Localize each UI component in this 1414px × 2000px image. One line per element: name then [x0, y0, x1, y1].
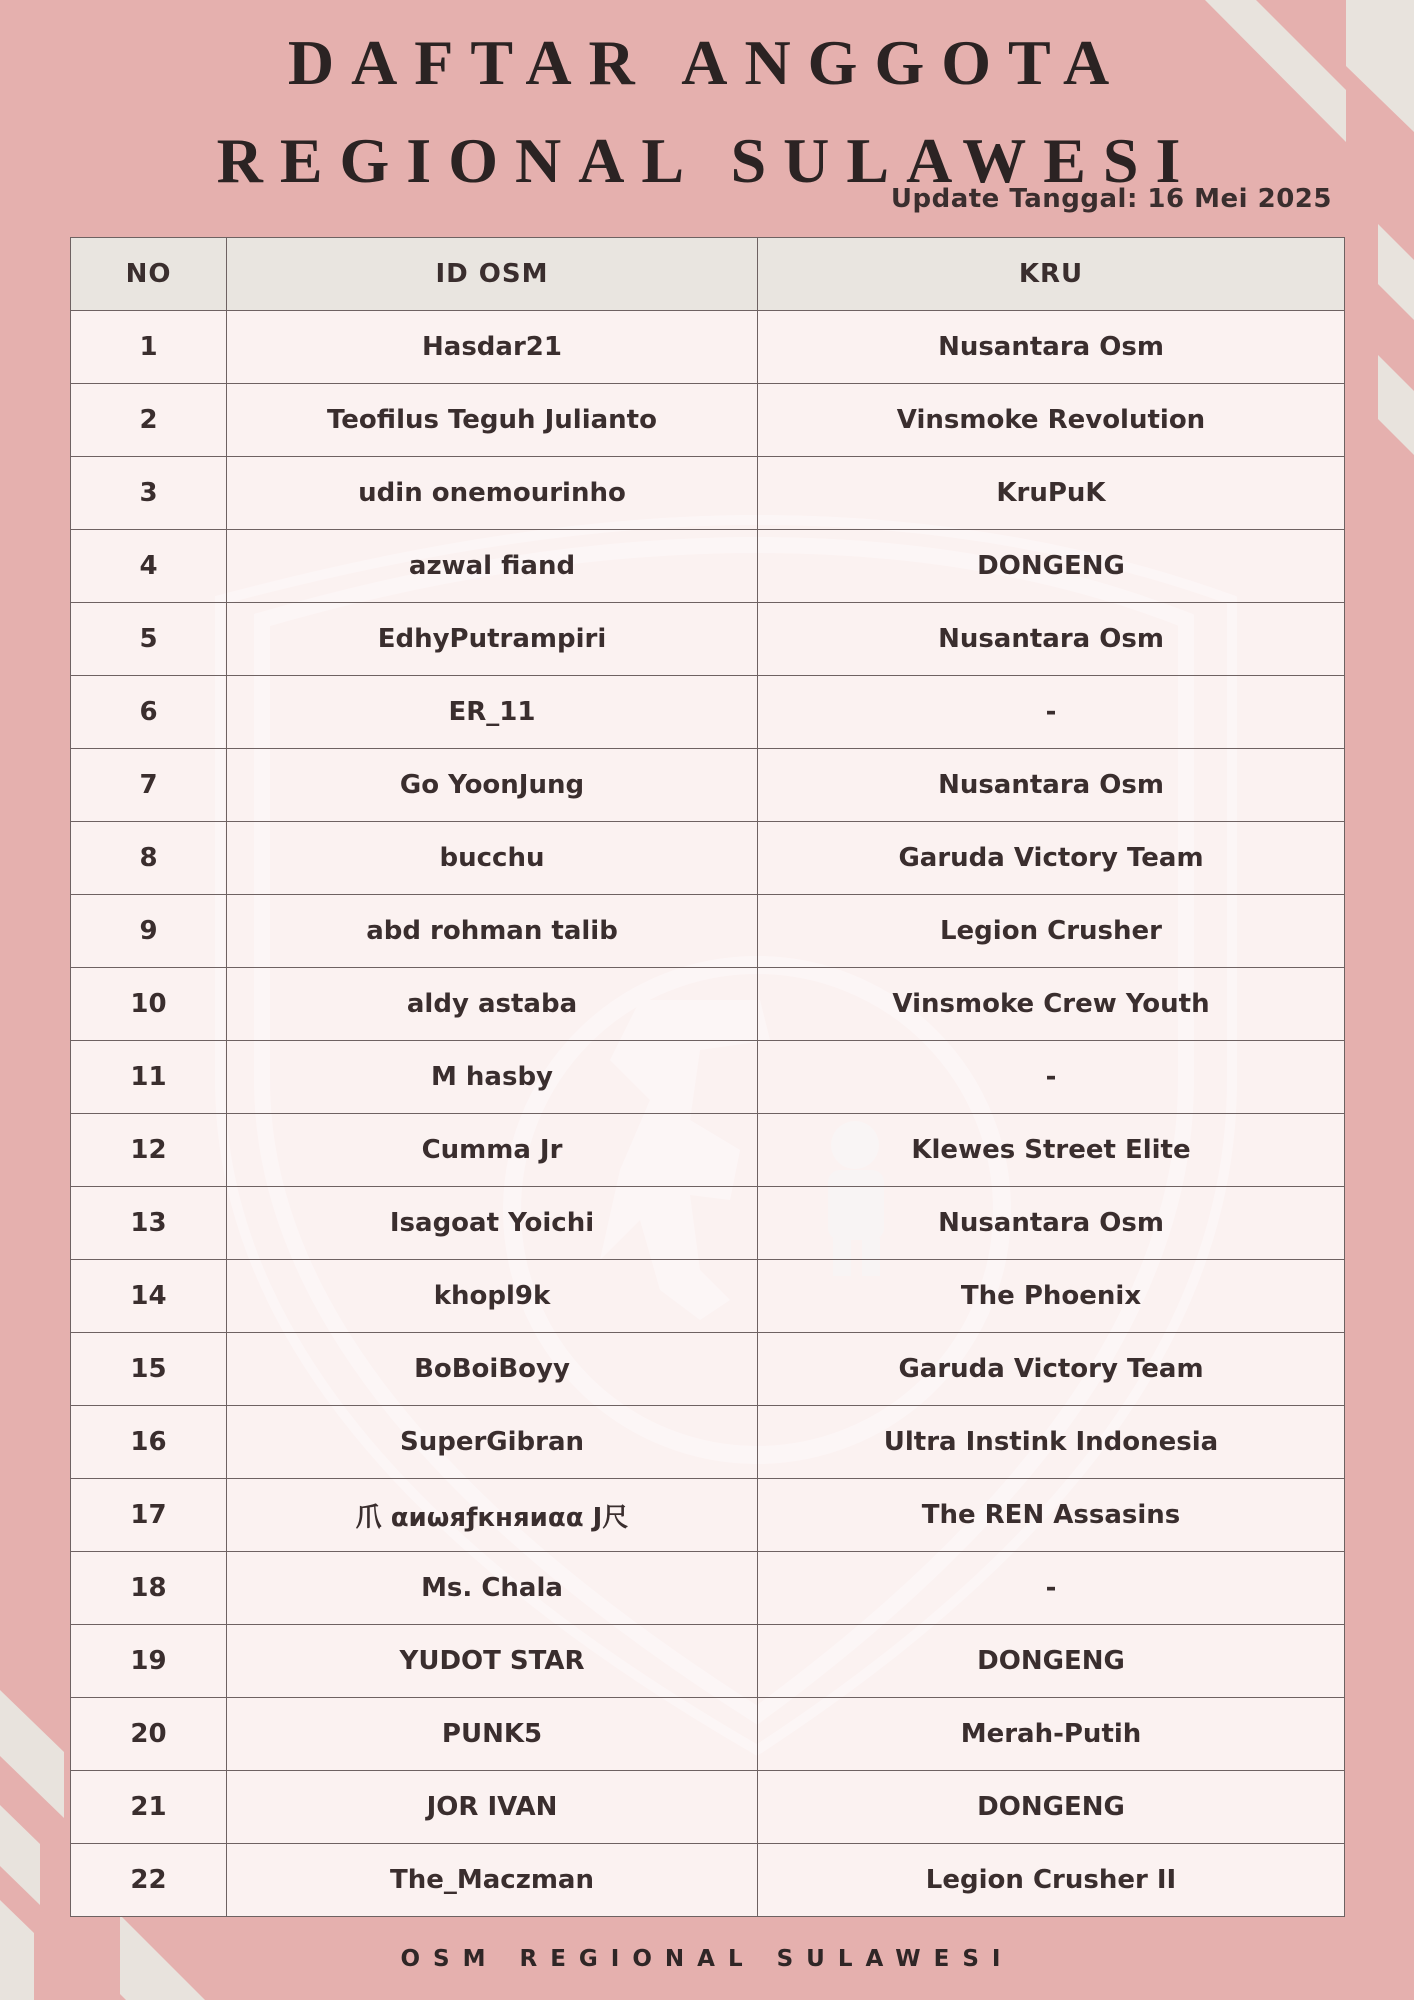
- cell-kru: Nusantara Osm: [758, 603, 1345, 676]
- table-row: [71, 1844, 1345, 1917]
- table-header-row: [71, 238, 1345, 311]
- column-header-id-osm: ID OSM: [227, 238, 758, 311]
- table-row: [71, 895, 1345, 968]
- cell-no: 17: [71, 1479, 227, 1552]
- cell-no: 4: [71, 530, 227, 603]
- cell-kru: The REN Assasins: [758, 1479, 1345, 1552]
- title-line-2: REGIONAL SULAWESI: [216, 125, 1198, 196]
- cell-kru: Nusantara Osm: [758, 1187, 1345, 1260]
- cell-kru: Ultra Instink Indonesia: [758, 1406, 1345, 1479]
- cell-id-osm: bucchu: [227, 822, 758, 895]
- cell-kru: Vinsmoke Revolution: [758, 384, 1345, 457]
- table-row: [71, 749, 1345, 822]
- cell-id-osm: Teofilus Teguh Julianto: [227, 384, 758, 457]
- cell-kru: Merah-Putih: [758, 1698, 1345, 1771]
- cell-id-osm: YUDOT STAR: [227, 1625, 758, 1698]
- cell-id-osm: Isagoat Yoichi: [227, 1187, 758, 1260]
- table-row: [71, 1625, 1345, 1698]
- cell-id-osm: Ms. Chala: [227, 1552, 758, 1625]
- cell-no: 9: [71, 895, 227, 968]
- cell-kru: Nusantara Osm: [758, 749, 1345, 822]
- table-row: [71, 1406, 1345, 1479]
- cell-no: 11: [71, 1041, 227, 1114]
- cell-no: 14: [71, 1260, 227, 1333]
- table-row: [71, 676, 1345, 749]
- table-row: [71, 968, 1345, 1041]
- cell-no: 21: [71, 1771, 227, 1844]
- cell-no: 19: [71, 1625, 227, 1698]
- cell-no: 15: [71, 1333, 227, 1406]
- cell-no: 1: [71, 311, 227, 384]
- table-row: [71, 822, 1345, 895]
- column-header-kru: KRU: [758, 238, 1345, 311]
- table-row: [71, 1552, 1345, 1625]
- member-table: [70, 237, 1345, 1917]
- cell-id-osm: EdhyPutrampiri: [227, 603, 758, 676]
- table-row: [71, 530, 1345, 603]
- cell-kru: The Phoenix: [758, 1260, 1345, 1333]
- cell-id-osm: Go YoonJung: [227, 749, 758, 822]
- cell-no: 8: [71, 822, 227, 895]
- cell-kru: Legion Crusher: [758, 895, 1345, 968]
- update-date: Update Tanggal: 16 Mei 2025: [890, 184, 1332, 214]
- column-header-no: NO: [71, 238, 227, 311]
- table-row: [71, 1260, 1345, 1333]
- cell-id-osm: 爪 αиωяƒкняиαα J尺: [227, 1479, 758, 1552]
- cell-id-osm: udin onemourinho: [227, 457, 758, 530]
- table-row: [71, 311, 1345, 384]
- table-row: [71, 1333, 1345, 1406]
- cell-id-osm: The_Maczman: [227, 1844, 758, 1917]
- cell-no: 6: [71, 676, 227, 749]
- cell-id-osm: M hasby: [227, 1041, 758, 1114]
- cell-kru: -: [758, 676, 1345, 749]
- cell-no: 13: [71, 1187, 227, 1260]
- cell-kru: Nusantara Osm: [758, 311, 1345, 384]
- cell-id-osm: PUNK5: [227, 1698, 758, 1771]
- cell-kru: Klewes Street Elite: [758, 1114, 1345, 1187]
- table-row: [71, 603, 1345, 676]
- cell-kru: Vinsmoke Crew Youth: [758, 968, 1345, 1041]
- cell-kru: Garuda Victory Team: [758, 1333, 1345, 1406]
- cell-id-osm: BoBoiBoyy: [227, 1333, 758, 1406]
- cell-id-osm: Cumma Jr: [227, 1114, 758, 1187]
- table-row: [71, 1698, 1345, 1771]
- cell-no: 12: [71, 1114, 227, 1187]
- cell-id-osm: JOR IVAN: [227, 1771, 758, 1844]
- cell-kru: DONGENG: [758, 530, 1345, 603]
- cell-no: 5: [71, 603, 227, 676]
- footer-text: OSM REGIONAL SULAWESI: [400, 1946, 1014, 1972]
- cell-kru: -: [758, 1552, 1345, 1625]
- cell-no: 20: [71, 1698, 227, 1771]
- page-title: [0, 14, 1414, 210]
- cell-no: 16: [71, 1406, 227, 1479]
- cell-kru: KruPuK: [758, 457, 1345, 530]
- cell-no: 18: [71, 1552, 227, 1625]
- cell-no: 3: [71, 457, 227, 530]
- cell-id-osm: Hasdar21: [227, 311, 758, 384]
- cell-id-osm: khopl9k: [227, 1260, 758, 1333]
- cell-kru: DONGENG: [758, 1625, 1345, 1698]
- cell-id-osm: SuperGibran: [227, 1406, 758, 1479]
- cell-no: 7: [71, 749, 227, 822]
- member-rows: [71, 311, 1345, 1917]
- cell-id-osm: ER_11: [227, 676, 758, 749]
- cell-id-osm: azwal fiand: [227, 530, 758, 603]
- cell-no: 2: [71, 384, 227, 457]
- cell-kru: Garuda Victory Team: [758, 822, 1345, 895]
- cell-kru: Legion Crusher II: [758, 1844, 1345, 1917]
- title-line-1: DAFTAR ANGGOTA: [287, 27, 1127, 98]
- table-row: [71, 1187, 1345, 1260]
- cell-kru: DONGENG: [758, 1771, 1345, 1844]
- table-row: [71, 457, 1345, 530]
- table-row: [71, 1771, 1345, 1844]
- table-row: [71, 384, 1345, 457]
- cell-no: 22: [71, 1844, 227, 1917]
- cell-id-osm: abd rohman talib: [227, 895, 758, 968]
- cell-id-osm: aldy astaba: [227, 968, 758, 1041]
- cell-kru: -: [758, 1041, 1345, 1114]
- table-row: [71, 1479, 1345, 1552]
- table-row: [71, 1114, 1345, 1187]
- cell-no: 10: [71, 968, 227, 1041]
- table-row: [71, 1041, 1345, 1114]
